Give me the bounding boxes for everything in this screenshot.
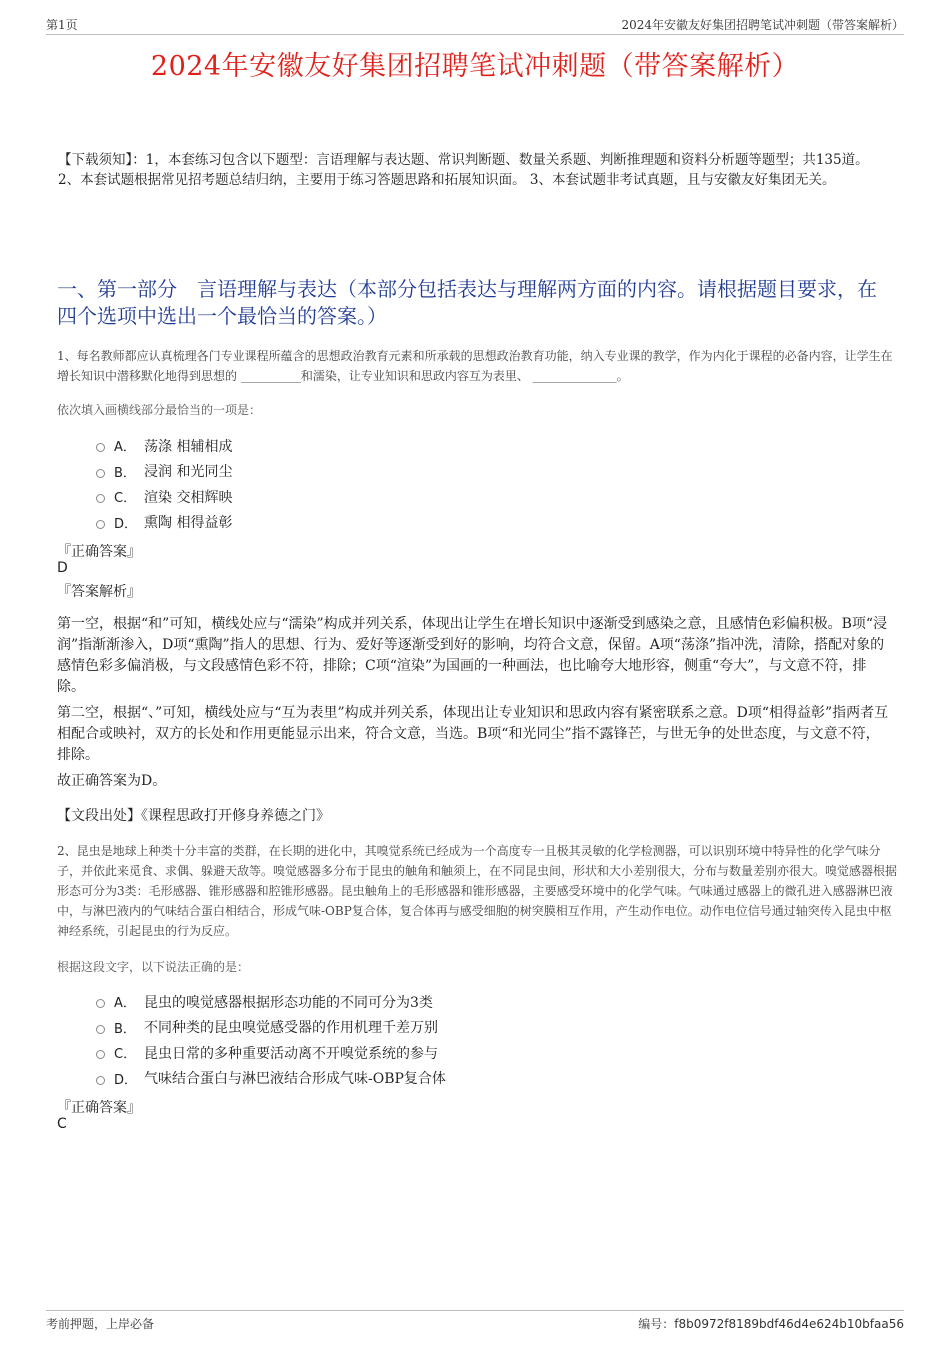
question-2-answer: C [57, 1116, 67, 1132]
question-2-option-d[interactable] [96, 1066, 446, 1092]
page-header [46, 14, 904, 35]
radio-icon[interactable] [96, 443, 105, 452]
section-heading: 一、第一部分 言语理解与表达（本部分包括表达与理解两方面的内容。请根据题目要求，在四个选项中选出一个最恰当的答案。） [57, 277, 877, 328]
option-letter: B． [114, 465, 136, 481]
option-text: 渲染 交相辉映 [144, 489, 233, 506]
question-1-source: 【文段出处】《课程思政打开修身养德之门》 [57, 808, 330, 824]
question-1-text: 1、每名教师都应认真梳理各门专业课程所蕴含的思想政治教育元素和所承载的思想政治教育功能，纳入专业课的教学，作为内化于课程的必备内容，让学生在增长知识中潜移默化地得到思想的 __________和濡染，让专业知识和思政内容互为表里、 ______________。 [57, 349, 893, 383]
option-letter: C． [114, 491, 137, 507]
question-1-option-d[interactable] [96, 510, 232, 536]
page-footer [46, 1310, 904, 1331]
option-text: 不同种类的昆虫嗅觉感受器的作用机理千差万别 [144, 1020, 438, 1037]
question-2-prompt: 根据这段文字，以下说法正确的是： [57, 960, 250, 974]
radio-icon[interactable] [96, 1050, 105, 1059]
option-text: 荡涤 相辅相成 [144, 438, 233, 455]
radio-icon[interactable] [96, 1025, 105, 1034]
radio-icon[interactable] [96, 469, 105, 478]
radio-icon[interactable] [96, 520, 105, 529]
option-letter: A． [114, 440, 136, 456]
question-2-text: 2、昆虫是地球上种类十分丰富的类群，在长期的进化中，其嗅觉系统已经成为一个高度专一且极其灵敏的化学检测器，可以识别环境中特异性的化学气味分子，并依此来觅食、求偶、躲避天敌等。嗅觉感器多分布于昆虫的触角和触须上，在不同昆虫间，形状和大小差别很大，分布与数量差别亦很大。嗅觉感器根据形态可分为3类：毛形感器、锥形感器和腔锥形感器。昆虫触角上的毛形感器和锥形感器，主要感受环境中的化学气味。气味通过感器上的微孔进入感器淋巴液中，与淋巴液内的气味结合蛋白相结合，形成气味-OBP复合体，复合体再与感受细胞的树突膜相互作用，产生动作电位。动作电位信号通过轴突传入昆虫中枢神经系统，引起昆虫的行为反应。 [57, 844, 898, 938]
analysis-paragraph-1: 第一空，根据“和”可知，横线处应与“濡染”构成并列关系，体现出让学生在增长知识中逐渐受到感染之意，且感情色彩偏积极。B项“浸润”指渐渐渗入，D项“熏陶”指人的思想、行为、爱好等逐渐受到好的影响，均符合文意，保留。A项“荡涤”指冲洗，清除，搭配对象的感情色彩多偏消极，与文段感情色彩不符，排除；C项“渲染”为国画的一种画法，也比喻夸大地形容，侧重“夸大”，与文意不符，排除。 [57, 616, 888, 695]
question-2-option-a[interactable] [96, 989, 446, 1015]
radio-icon[interactable] [96, 494, 105, 503]
question-1-options [96, 433, 232, 535]
option-letter: D． [114, 516, 138, 532]
page-number: 第1页 [46, 18, 78, 32]
question-1-prompt: 依次填入画横线部分最恰当的一项是： [57, 403, 262, 417]
option-text: 昆虫的嗅觉感器根据形态功能的不同可分为3类 [144, 994, 433, 1011]
question-2-option-c[interactable] [96, 1040, 446, 1066]
option-letter: A． [114, 996, 136, 1012]
question-2-option-b[interactable] [96, 1015, 446, 1041]
question-2-options [96, 989, 446, 1091]
question-1-analysis-label: 『答案解析』 [57, 584, 141, 600]
option-text: 熏陶 相得益彰 [144, 515, 233, 532]
option-text: 气味结合蛋白与淋巴液结合形成气味-OBP复合体 [144, 1071, 446, 1088]
question-1-option-b[interactable] [96, 459, 232, 485]
download-notice: 【下载须知】：1，本套练习包含以下题型：言语理解与表达题、常识判断题、数量关系题、判断推理题和资料分析题等题型；共135道。 2、本套试题根据常见招考题总结归纳，主要用于练习答题思路和拓展知识面。 3、本套试题非考试真题，且与安徽友好集团无关。 [58, 152, 869, 188]
analysis-conclusion: 故正确答案为D。 [57, 773, 167, 789]
radio-icon[interactable] [96, 1076, 105, 1085]
document-title: 2024年安徽友好集团招聘笔试冲刺题（带答案解析） [150, 51, 800, 82]
question-1-option-c[interactable] [96, 484, 232, 510]
footer-slogan: 考前押题，上岸必备 [46, 1317, 155, 1331]
question-1-answer: D [57, 560, 68, 576]
option-text: 浸润 和光同尘 [144, 464, 233, 481]
radio-icon[interactable] [96, 999, 105, 1008]
analysis-paragraph-2: 第二空，根据“、”可知，横线处应与“互为表里”构成并列关系，体现出让专业知识和思政内容有紧密联系之意。D项“相得益彰”指两者互相配合或映衬，双方的长处和作用更能显示出来，符合文意，当选。B项“和光同尘”指不露锋芒，与世无争的处世态度，与文意不符，排除。 [57, 705, 889, 763]
document-id: 编号：f8b0972f8189bdf46d4e624b10bfaa56 [638, 1317, 904, 1331]
question-1-answer-label: 『正确答案』 [57, 544, 141, 560]
option-letter: C． [114, 1047, 137, 1063]
question-1-option-a[interactable] [96, 433, 232, 459]
option-letter: B． [114, 1021, 136, 1037]
option-letter: D． [114, 1072, 138, 1088]
question-2-answer-label: 『正确答案』 [57, 1100, 141, 1116]
running-title: 2024年安徽友好集团招聘笔试冲刺题（带答案解析） [621, 18, 904, 32]
option-text: 昆虫日常的多种重要活动离不开嗅觉系统的参与 [144, 1045, 438, 1062]
